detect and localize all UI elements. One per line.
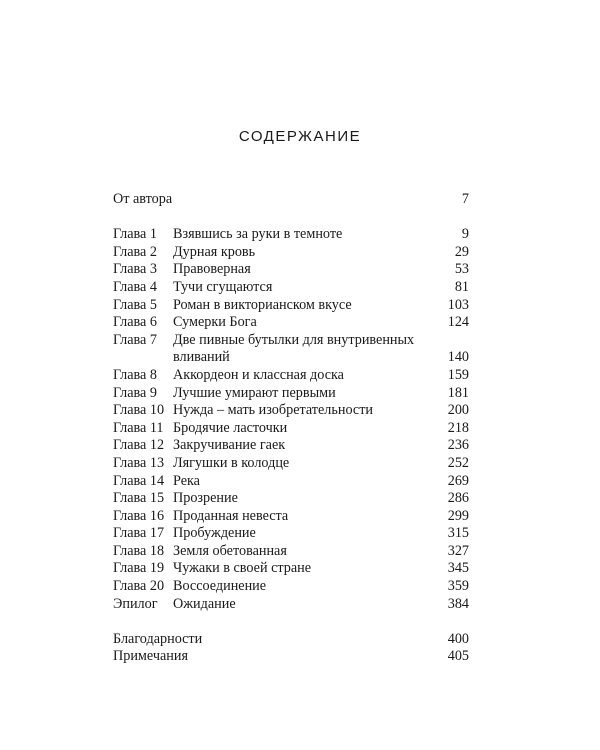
spacer [113,209,469,227]
chapter-title: Пробуждение [173,525,256,542]
toc-entry-chapter [113,543,469,561]
toc-entry-chapter [113,367,469,385]
chapter-label: Глава 10 [113,402,165,419]
toc-entry-chapter [113,525,469,543]
entry-name: От автора [113,191,173,207]
chapter-title: Сумерки Бога [173,314,257,331]
chapter-page: 252 [447,454,469,471]
chapter-page: 53 [454,261,469,278]
chapter-title: Тучи сгущаются [173,278,273,295]
toc-entry-chapter [113,244,469,262]
chapter-label: Глава 5 [113,296,157,313]
chapter-title: Лучшие умирают первыми [173,384,336,401]
chapter-label: Глава 6 [113,314,157,331]
toc-entry-back [113,631,469,649]
toc-entry-chapter [113,279,469,297]
chapter-title: Закручивание гаек [173,437,286,454]
chapter-page: 236 [447,437,469,454]
toc-entry-chapter [113,508,469,526]
toc-entry-chapter [113,455,469,473]
toc-entry-chapter [113,402,469,420]
entry-page: 7 [461,191,469,207]
spacer [113,613,469,631]
chapter-page: 9 [461,226,469,243]
chapter-page: 269 [447,472,469,489]
chapter-page: 103 [447,296,469,313]
chapter-label: Глава 2 [113,243,157,260]
chapter-label: Глава 19 [113,560,165,577]
toc-entry-chapter [113,297,469,315]
chapter-page: 286 [447,490,469,507]
table-of-contents [113,191,469,666]
toc-entry-chapter [113,473,469,491]
chapter-page: 218 [447,419,469,436]
toc-entry-chapter [113,490,469,508]
chapter-label: Глава 11 [113,419,164,436]
page-title: СОДЕРЖАНИЕ [238,128,362,145]
chapter-title: Бродячие ласточки [173,419,288,436]
toc-entry-chapter [113,261,469,279]
chapter-page: 124 [447,314,469,331]
chapter-title: Правоверная [173,261,251,278]
chapter-title: Аккордеон и классная доска [173,366,344,383]
chapter-label: Глава 7 [113,331,157,348]
chapter-label: Глава 13 [113,454,165,471]
chapter-title: Проданная невеста [173,507,289,524]
chapter-label: Глава 16 [113,507,165,524]
chapter-title: Воссоединение [173,578,267,595]
toc-entry-back [113,648,469,666]
chapter-label: Глава 15 [113,490,165,507]
chapter-page: 159 [447,366,469,383]
chapter-page: 29 [454,243,469,260]
chapter-title: Дурная кровь [173,243,256,260]
toc-entry-chapter [113,332,469,367]
entry-name: Примечания [113,648,188,665]
toc-entry-chapter [113,596,469,614]
chapter-title: Лягушки в колодце [173,454,290,471]
toc-entry-chapter [113,437,469,455]
entry-page: 400 [447,630,469,647]
chapter-page: 384 [447,595,469,612]
chapter-title: Взявшись за руки в темноте [173,226,343,243]
entry-name: Благодарности [113,630,203,647]
chapter-title: Роман в викторианском вкусе [173,296,352,313]
chapter-page: 181 [447,384,469,401]
toc-entry-chapter [113,420,469,438]
chapter-page: 140 [447,349,469,366]
chapter-page: 359 [447,578,469,595]
chapter-label: Глава 18 [113,542,165,559]
chapter-page: 299 [447,507,469,524]
chapter-label: Глава 1 [113,226,157,243]
chapter-list [113,226,469,613]
chapter-title: Чужаки в своей стране [173,560,312,577]
chapter-page: 345 [447,560,469,577]
chapter-page: 200 [447,402,469,419]
chapter-title: Нужда – мать изобретательности [173,402,373,419]
entry-page: 405 [447,648,469,665]
chapter-page: 81 [454,278,469,295]
chapter-label: Глава 3 [113,261,157,278]
chapter-label: Эпилог [113,595,158,612]
chapter-title: Река [173,472,200,489]
chapter-title: Ожидание [173,595,236,612]
toc-entry-front [113,191,469,209]
toc-entry-chapter [113,226,469,244]
chapter-label: Глава 4 [113,278,157,295]
toc-entry-chapter [113,560,469,578]
chapter-label: Глава 9 [113,384,157,401]
toc-entry-chapter [113,385,469,403]
chapter-label: Глава 12 [113,437,165,454]
chapter-title: Две пивные бутылки для внутривенных вливаний [173,331,415,366]
chapter-title: Земля обетованная [173,542,287,559]
chapter-label: Глава 8 [113,366,157,383]
toc-entry-chapter [113,578,469,596]
chapter-label: Глава 14 [113,472,165,489]
chapter-title: Прозрение [173,490,238,507]
chapter-label: Глава 20 [113,578,165,595]
chapter-page: 315 [447,525,469,542]
chapter-page: 327 [447,542,469,559]
chapter-label: Глава 17 [113,525,165,542]
toc-entry-chapter [113,314,469,332]
